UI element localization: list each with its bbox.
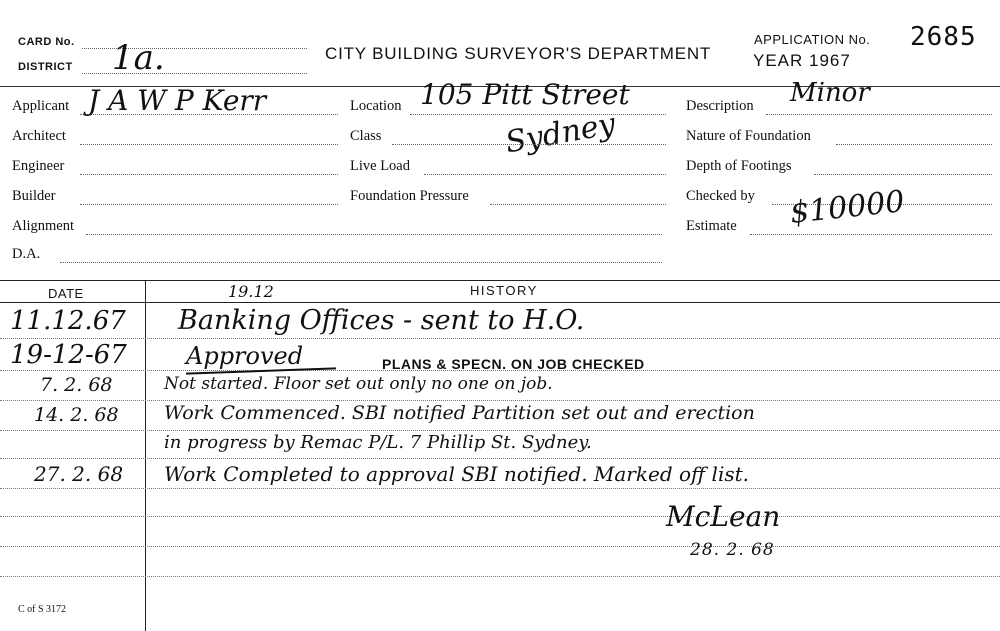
ruled-line xyxy=(0,546,1000,547)
entry-note: 19.12 xyxy=(228,282,274,301)
estimate-line xyxy=(750,234,992,235)
form-code: C of S 3172 xyxy=(18,604,67,615)
alignment-label: Alignment xyxy=(12,218,75,234)
checked-label: Checked by xyxy=(686,188,755,204)
nature-label: Nature of Foundation xyxy=(686,128,811,144)
entry-text: Approved xyxy=(186,342,304,370)
class-label: Class xyxy=(350,128,382,144)
da-line xyxy=(60,262,662,263)
description-label: Description xyxy=(686,98,754,114)
architect-line xyxy=(80,144,338,145)
ruled-line xyxy=(0,400,1000,401)
ruled-line xyxy=(0,458,1000,459)
entry-text: Work Commenced. SBI notified Partition set out and erection xyxy=(164,402,755,424)
signature: McLean xyxy=(666,500,781,533)
engineer-line xyxy=(80,174,338,175)
history-top-border xyxy=(0,280,1000,281)
nature-line xyxy=(836,144,992,145)
estimate-label: Estimate xyxy=(686,218,737,234)
alignment-line xyxy=(86,234,662,235)
location-value-2: Sydney xyxy=(502,106,618,161)
ruled-line xyxy=(0,430,1000,431)
entry-text: Banking Offices - sent to H.O. xyxy=(178,305,585,336)
estimate-value: $10000 xyxy=(788,184,907,231)
ruled-line xyxy=(0,488,1000,489)
entry-date: 27. 2. 68 xyxy=(34,462,124,486)
depth-line xyxy=(814,174,992,175)
live-load-label: Live Load xyxy=(350,158,410,174)
district-label: DISTRICT xyxy=(18,61,73,73)
applicant-value: J A W P Kerr xyxy=(88,84,267,117)
entry-date: 11.12.67 xyxy=(10,306,126,336)
foundation-pressure-line xyxy=(490,204,666,205)
depth-label: Depth of Footings xyxy=(686,158,792,174)
description-line xyxy=(766,114,992,115)
ruled-line xyxy=(0,338,1000,339)
location-value-1: 105 Pitt Street xyxy=(420,78,630,111)
da-label: D.A. xyxy=(12,246,41,262)
approval-stamp: PLANS & SPECN. ON JOB CHECKED xyxy=(382,356,645,372)
entry-text: Not started. Floor set out only no one on job. xyxy=(164,374,553,394)
date-header: DATE xyxy=(48,286,84,301)
location-label: Location xyxy=(350,98,402,114)
history-column-divider xyxy=(145,280,146,631)
location-line xyxy=(410,114,666,115)
entry-date: 7. 2. 68 xyxy=(40,374,113,396)
engineer-label: Engineer xyxy=(12,158,65,174)
entry-date: 19-12-67 xyxy=(10,340,127,370)
year-label: YEAR 1967 xyxy=(753,51,851,70)
class-line xyxy=(392,144,666,145)
live-load-line xyxy=(424,174,666,175)
builder-label: Builder xyxy=(12,188,56,204)
ruled-line xyxy=(0,516,1000,517)
department-title: CITY BUILDING SURVEYOR'S DEPARTMENT xyxy=(325,44,712,63)
builder-line xyxy=(80,204,338,205)
ruled-line xyxy=(0,576,1000,577)
entry-date: 14. 2. 68 xyxy=(34,404,119,426)
signature-date: 28. 2. 68 xyxy=(690,540,775,560)
applicant-label: Applicant xyxy=(12,98,70,114)
entry-text: in progress by Remac P/L. 7 Phillip St. Sydney. xyxy=(164,432,592,453)
description-value: Minor xyxy=(790,78,870,108)
district-value: 1a. xyxy=(112,38,165,78)
entry-text: Work Completed to approval SBI notified. Marked off list. xyxy=(164,462,749,486)
history-header-rule xyxy=(0,302,1000,303)
application-number: 2685 xyxy=(910,22,977,52)
application-label: APPLICATION No. xyxy=(754,32,871,47)
architect-label: Architect xyxy=(12,128,66,144)
history-header: HISTORY xyxy=(470,283,538,298)
card-no-label: CARD No. xyxy=(18,36,75,48)
foundation-pressure-label: Foundation Pressure xyxy=(350,188,469,204)
